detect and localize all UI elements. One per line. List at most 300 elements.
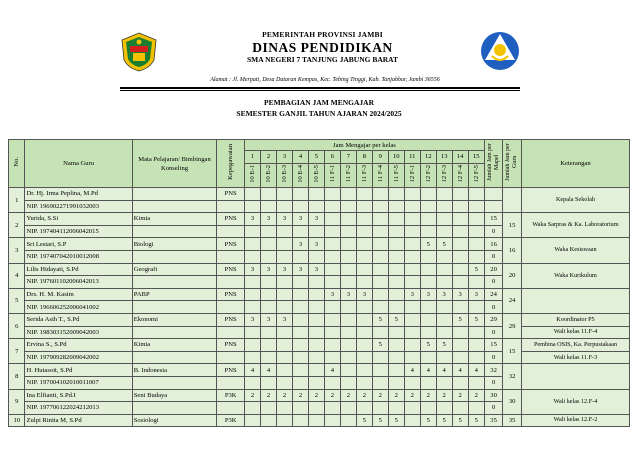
table-row <box>9 351 630 364</box>
cell-hours <box>340 351 356 364</box>
cell-employment <box>217 276 245 289</box>
cell-hours: 5 <box>468 313 484 326</box>
cell-hours <box>388 213 404 226</box>
cell-teacher-nip: NIP. 197706122024212013 <box>25 402 132 415</box>
cell-hours <box>468 301 484 314</box>
cell-hours <box>261 188 277 201</box>
header-col-number: 2 <box>261 151 277 163</box>
cell-hours <box>420 250 436 263</box>
header-col-class: 10 E-1 <box>245 163 261 187</box>
cell-hours <box>340 414 356 427</box>
cell-hours <box>388 188 404 201</box>
cell-hours <box>261 414 277 427</box>
cell-hours <box>340 225 356 238</box>
cell-teacher-nip: NIP. 198303152009042003 <box>25 326 132 339</box>
cell-hours: 4 <box>436 364 452 377</box>
cell-teacher-name: H. Hutasoit, S.Pd <box>25 364 132 377</box>
cell-hours: 5 <box>420 339 436 352</box>
cell-hours <box>261 402 277 415</box>
letterhead <box>0 0 638 92</box>
cell-hours-per-subject: 20 <box>484 263 503 276</box>
header-col-class: 11 F-3 <box>356 163 372 187</box>
cell-hours <box>293 225 309 238</box>
cell-hours <box>388 376 404 389</box>
cell-hours: 2 <box>277 389 293 402</box>
cell-hours <box>404 250 420 263</box>
cell-hours-per-subject: 32 <box>484 364 503 377</box>
header-col-class: 12 F-3 <box>436 163 452 187</box>
table-row <box>9 313 630 326</box>
cell-hours <box>340 263 356 276</box>
cell-hours <box>340 326 356 339</box>
cell-hours <box>436 213 452 226</box>
table-row <box>9 326 630 339</box>
cell-teacher-nip: NIP. 196902271991032003 <box>25 200 132 213</box>
cell-remarks: Waka Kesiswaan <box>521 238 629 263</box>
table-header <box>9 140 630 188</box>
cell-hours <box>372 188 388 201</box>
cell-hours: 5 <box>436 339 452 352</box>
header-keterangan: Keterangan <box>521 140 629 188</box>
cell-subject <box>132 200 217 213</box>
header-col-number: 15 <box>468 151 484 163</box>
cell-employment: PNS <box>217 339 245 352</box>
cell-hours <box>261 288 277 301</box>
cell-hours <box>277 276 293 289</box>
cell-hours-per-teacher: 15 <box>503 213 522 238</box>
cell-teacher-nip: NIP. 197004102010011007 <box>25 376 132 389</box>
government-name: PEMERINTAH PROVINSI JAMBI <box>262 30 383 39</box>
cell-hours <box>261 351 277 364</box>
cell-hours <box>277 339 293 352</box>
cell-hours: 3 <box>340 288 356 301</box>
cell-hours <box>245 402 261 415</box>
cell-hours-per-teacher: 32 <box>503 364 522 389</box>
header-col-number: 11 <box>404 151 420 163</box>
cell-hours: 5 <box>372 339 388 352</box>
cell-hours <box>324 188 340 201</box>
cell-hours <box>420 301 436 314</box>
cell-hours <box>404 200 420 213</box>
cell-hours <box>308 276 324 289</box>
cell-hours <box>324 351 340 364</box>
cell-hours <box>293 200 309 213</box>
cell-employment: PNS <box>217 288 245 301</box>
cell-hours <box>293 364 309 377</box>
cell-hours <box>324 402 340 415</box>
cell-hours <box>308 313 324 326</box>
header-col-class: 10 E-4 <box>293 163 309 187</box>
cell-hours-per-subject: 15 <box>484 339 503 352</box>
cell-hours <box>245 288 261 301</box>
cell-subject <box>132 250 217 263</box>
cell-hours: 4 <box>452 364 468 377</box>
cell-employment: PNS <box>217 313 245 326</box>
cell-hours: 3 <box>308 213 324 226</box>
cell-hours <box>245 250 261 263</box>
cell-hours <box>277 188 293 201</box>
cell-employment: PNS <box>217 364 245 377</box>
cell-hours <box>468 351 484 364</box>
cell-teacher-nip: NIP. 197601102006042013 <box>25 276 132 289</box>
cell-hours <box>388 351 404 364</box>
cell-subject: Biologi <box>132 238 217 251</box>
cell-remarks: Kepala Sekolah <box>521 188 629 213</box>
cell-hours <box>420 276 436 289</box>
cell-hours <box>404 263 420 276</box>
cell-hours: 5 <box>436 414 452 427</box>
cell-hours <box>372 351 388 364</box>
cell-employment: PNS <box>217 188 245 201</box>
cell-hours: 3 <box>293 238 309 251</box>
cell-hours-per-teacher: 29 <box>503 313 522 338</box>
cell-subject: Kimia <box>132 213 217 226</box>
cell-subject <box>132 276 217 289</box>
cell-hours <box>468 339 484 352</box>
cell-hours <box>324 213 340 226</box>
cell-hours: 2 <box>324 389 340 402</box>
cell-hours: 3 <box>452 288 468 301</box>
cell-hours <box>324 326 340 339</box>
cell-hours <box>356 326 372 339</box>
cell-remarks: Waka Kurikulum <box>521 263 629 288</box>
cell-employment <box>217 376 245 389</box>
cell-hours: 5 <box>372 313 388 326</box>
cell-hours: 3 <box>277 263 293 276</box>
cell-hours: 5 <box>388 414 404 427</box>
cell-hours: 4 <box>468 364 484 377</box>
header-col-number: 3 <box>277 151 293 163</box>
cell-hours <box>340 188 356 201</box>
cell-hours-per-subject: 16 <box>484 238 503 251</box>
cell-hours <box>308 402 324 415</box>
cell-teacher-name: Zulpi Rinita M, S.Pd <box>25 414 132 427</box>
cell-hours-per-subject <box>484 200 503 213</box>
cell-teacher-nip: NIP. 197404112006042015 <box>25 225 132 238</box>
header-col-class: 11 F-4 <box>372 163 388 187</box>
cell-hours <box>452 339 468 352</box>
cell-hours: 5 <box>468 414 484 427</box>
cell-hours <box>436 250 452 263</box>
cell-hours: 5 <box>420 414 436 427</box>
cell-hours <box>245 351 261 364</box>
header-nama-guru: Nama Guru <box>25 140 132 188</box>
cell-no: 9 <box>9 389 25 414</box>
header-col-number: 4 <box>293 151 309 163</box>
cell-hours <box>420 326 436 339</box>
cell-hours <box>293 288 309 301</box>
cell-hours <box>356 276 372 289</box>
cell-hours <box>356 263 372 276</box>
cell-teacher-nip: NIP. 197407042010012008 <box>25 250 132 263</box>
cell-hours <box>356 200 372 213</box>
cell-hours <box>372 263 388 276</box>
cell-hours: 3 <box>404 288 420 301</box>
header-col-number: 14 <box>452 151 468 163</box>
cell-hours <box>372 402 388 415</box>
cell-hours <box>452 326 468 339</box>
table-row <box>9 364 630 377</box>
cell-hours <box>308 188 324 201</box>
cell-hours <box>308 250 324 263</box>
header-mata-pelajaran: Mata Pelajaran/ Bimbingan Konseling <box>132 140 217 188</box>
cell-hours <box>404 276 420 289</box>
cell-hours <box>324 376 340 389</box>
cell-hours <box>468 276 484 289</box>
cell-hours <box>324 225 340 238</box>
letterhead-rule-thin <box>120 90 520 91</box>
cell-hours <box>436 200 452 213</box>
agency-name: DINAS PENDIDIKAN <box>252 40 393 55</box>
header-col-class: 12 F-2 <box>420 163 436 187</box>
cell-hours <box>340 238 356 251</box>
cell-employment <box>217 326 245 339</box>
table-row <box>9 389 630 402</box>
cell-hours <box>388 263 404 276</box>
cell-hours: 4 <box>245 364 261 377</box>
cell-hours <box>324 263 340 276</box>
cell-hours <box>436 263 452 276</box>
header-col-number: 8 <box>356 151 372 163</box>
school-address: Alamat : Jl. Merpati, Desa Dataran Kempas, Kec. Tebing Tinggi, Kab. Tanjabbar, Jambi 36556 <box>210 77 440 83</box>
cell-hours <box>277 351 293 364</box>
cell-hours <box>340 276 356 289</box>
cell-hours-per-subject <box>484 188 503 201</box>
cell-hours-per-teacher: 24 <box>503 288 522 313</box>
cell-hours <box>277 402 293 415</box>
cell-hours <box>293 339 309 352</box>
table-row <box>9 213 630 226</box>
cell-hours <box>356 250 372 263</box>
cell-hours-per-teacher <box>503 188 522 213</box>
cell-hours <box>436 376 452 389</box>
cell-hours: 4 <box>324 364 340 377</box>
cell-subject: Geografi <box>132 263 217 276</box>
cell-no: 6 <box>9 313 25 338</box>
cell-subject <box>132 351 217 364</box>
cell-hours <box>245 376 261 389</box>
cell-hours <box>388 250 404 263</box>
cell-teacher-nip: NIP. 196606252006041002 <box>25 301 132 314</box>
cell-teacher-name: Lilis Hidayati, S.Pd <box>25 263 132 276</box>
cell-hours <box>468 326 484 339</box>
cell-hours <box>245 414 261 427</box>
cell-hours <box>436 301 452 314</box>
cell-hours <box>324 339 340 352</box>
cell-hours-per-subject: 0 <box>484 376 503 389</box>
cell-hours: 4 <box>420 364 436 377</box>
header-jam-mengajar: Jam Mengajar per kelas <box>245 140 485 151</box>
cell-hours-per-subject: 29 <box>484 313 503 326</box>
cell-hours <box>404 376 420 389</box>
cell-hours <box>245 225 261 238</box>
cell-hours <box>340 376 356 389</box>
cell-hours-per-subject: 0 <box>484 351 503 364</box>
cell-hours <box>308 351 324 364</box>
cell-no: 3 <box>9 238 25 263</box>
cell-no: 7 <box>9 339 25 364</box>
cell-hours <box>468 402 484 415</box>
header-col-class: 11 F-1 <box>324 163 340 187</box>
cell-hours <box>340 250 356 263</box>
cell-hours <box>261 301 277 314</box>
cell-hours <box>372 238 388 251</box>
cell-hours <box>261 276 277 289</box>
cell-hours: 3 <box>261 313 277 326</box>
cell-hours <box>356 188 372 201</box>
cell-hours <box>293 250 309 263</box>
cell-hours-per-subject: 35 <box>484 414 503 427</box>
cell-hours <box>388 339 404 352</box>
cell-teacher-name: Drs. H. M. Kasim <box>25 288 132 301</box>
cell-subject: B. Indonesia <box>132 364 217 377</box>
cell-hours <box>436 188 452 201</box>
cell-hours-per-teacher: 30 <box>503 389 522 414</box>
cell-remarks: Pembina OSIS, Ka. Perpustakaan <box>521 339 629 352</box>
cell-hours <box>404 313 420 326</box>
cell-hours <box>356 364 372 377</box>
header-col-number: 5 <box>308 151 324 163</box>
cell-hours: 3 <box>356 288 372 301</box>
cell-hours <box>452 402 468 415</box>
teaching-hours-table <box>8 139 630 427</box>
cell-remarks: Koordinator P5 <box>521 313 629 326</box>
cell-subject <box>132 225 217 238</box>
header-col-class: 12 F-4 <box>452 163 468 187</box>
cell-hours: 4 <box>404 364 420 377</box>
cell-hours <box>308 225 324 238</box>
cell-hours-per-subject: 0 <box>484 326 503 339</box>
cell-subject <box>132 326 217 339</box>
header-kepegawaian: Kepegawaian <box>217 140 245 188</box>
table-row <box>9 288 630 301</box>
cell-hours <box>404 414 420 427</box>
header-col-class: 12 F-5 <box>468 163 484 187</box>
cell-hours <box>420 263 436 276</box>
cell-no: 1 <box>9 188 25 213</box>
header-col-class: 12 F-1 <box>404 163 420 187</box>
cell-hours <box>261 238 277 251</box>
cell-hours <box>308 339 324 352</box>
cell-hours <box>245 200 261 213</box>
cell-hours <box>452 238 468 251</box>
school-name: SMA NEGERI 7 TANJUNG JABUNG BARAT <box>246 55 399 64</box>
cell-hours <box>277 250 293 263</box>
cell-hours <box>356 213 372 226</box>
cell-hours <box>372 225 388 238</box>
letterhead-rule-thick <box>120 87 520 89</box>
cell-hours <box>356 339 372 352</box>
cell-hours: 2 <box>468 389 484 402</box>
cell-hours: 2 <box>404 389 420 402</box>
cell-hours-per-subject: 0 <box>484 250 503 263</box>
cell-hours <box>340 213 356 226</box>
header-col-number: 13 <box>436 151 452 163</box>
cell-teacher-name: Dr. Hj. Irma Peplina, M.Pd <box>25 188 132 201</box>
cell-hours <box>340 301 356 314</box>
cell-hours <box>324 414 340 427</box>
cell-hours-per-subject: 0 <box>484 276 503 289</box>
cell-hours <box>372 200 388 213</box>
cell-hours <box>388 288 404 301</box>
cell-hours <box>324 250 340 263</box>
cell-hours <box>420 200 436 213</box>
cell-remarks: Waka Sarpras & Ka. Laboratorium <box>521 213 629 238</box>
cell-hours: 3 <box>308 238 324 251</box>
cell-hours <box>452 376 468 389</box>
cell-hours <box>388 200 404 213</box>
cell-hours-per-subject: 0 <box>484 225 503 238</box>
cell-hours <box>277 376 293 389</box>
cell-hours <box>436 351 452 364</box>
cell-hours <box>452 351 468 364</box>
header-col-number: 9 <box>372 151 388 163</box>
cell-hours <box>308 376 324 389</box>
cell-hours <box>261 225 277 238</box>
cell-hours <box>404 402 420 415</box>
cell-hours <box>452 225 468 238</box>
cell-employment <box>217 402 245 415</box>
cell-hours <box>277 238 293 251</box>
cell-employment <box>217 351 245 364</box>
cell-hours: 5 <box>388 313 404 326</box>
cell-hours <box>372 288 388 301</box>
cell-hours <box>324 276 340 289</box>
cell-hours <box>293 376 309 389</box>
header-col-number: 7 <box>340 151 356 163</box>
cell-hours <box>372 326 388 339</box>
cell-hours: 3 <box>277 213 293 226</box>
cell-subject <box>132 188 217 201</box>
cell-hours-per-subject: 0 <box>484 402 503 415</box>
cell-hours-per-subject: 0 <box>484 301 503 314</box>
header-col-class: 11 F-2 <box>340 163 356 187</box>
cell-hours <box>452 213 468 226</box>
header-col-class: 11 F-5 <box>388 163 404 187</box>
cell-hours <box>468 225 484 238</box>
cell-hours-per-teacher: 35 <box>503 414 522 427</box>
cell-hours <box>261 250 277 263</box>
cell-employment: P3K <box>217 389 245 402</box>
cell-hours <box>324 313 340 326</box>
cell-hours <box>436 402 452 415</box>
cell-hours: 3 <box>436 288 452 301</box>
cell-hours <box>420 376 436 389</box>
cell-teacher-name: Serida Asih T., S.Pd <box>25 313 132 326</box>
cell-hours: 2 <box>308 389 324 402</box>
document-title: PEMBAGIAN JAM MENGAJAR <box>264 98 374 107</box>
cell-subject <box>132 301 217 314</box>
cell-hours <box>356 376 372 389</box>
cell-teacher-name: Sri Lestari, S.P <box>25 238 132 251</box>
cell-hours-per-subject: 24 <box>484 288 503 301</box>
cell-no: 8 <box>9 364 25 389</box>
cell-hours <box>388 326 404 339</box>
header-jumlah-jam-guru: Jumlah Jam per Guru <box>503 140 522 188</box>
cell-remarks: Wali kelas 12.F-4 <box>521 389 629 414</box>
cell-no: 5 <box>9 288 25 313</box>
cell-hours: 3 <box>293 263 309 276</box>
cell-hours <box>468 238 484 251</box>
cell-hours <box>324 301 340 314</box>
cell-hours <box>452 301 468 314</box>
cell-employment: PNS <box>217 263 245 276</box>
cell-hours <box>293 301 309 314</box>
cell-hours <box>308 200 324 213</box>
cell-hours <box>340 200 356 213</box>
cell-hours <box>308 364 324 377</box>
cell-hours <box>293 351 309 364</box>
